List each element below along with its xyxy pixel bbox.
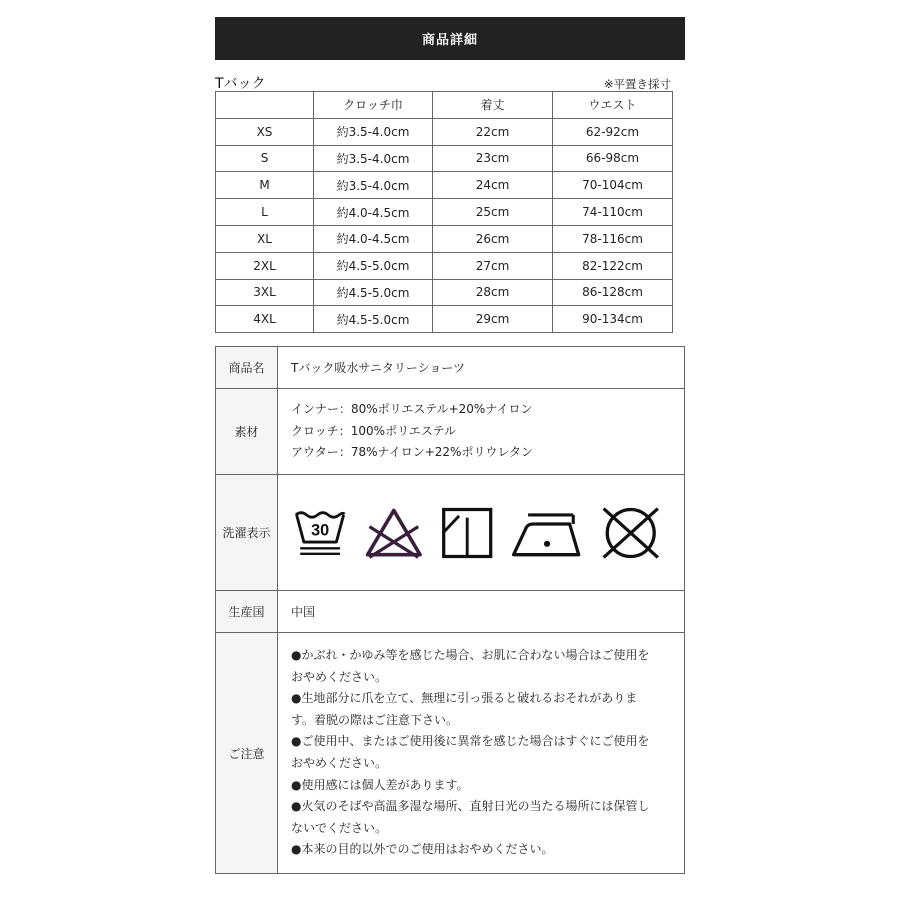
table-row: [216, 172, 673, 199]
size-chart-caption: Tバック: [215, 76, 266, 92]
waist-cell: 62-92cm: [553, 118, 673, 145]
column-header: ウエスト: [553, 92, 673, 119]
origin-row: [216, 591, 685, 633]
crotch-width-cell: 約4.0-4.5cm: [314, 225, 433, 252]
material-line: クロッチ：100%ポリエステル: [291, 423, 456, 438]
size-cell: M: [216, 172, 314, 199]
waist-cell: 90-134cm: [553, 306, 673, 333]
material-value: [278, 389, 685, 475]
no-bleach-icon: [364, 505, 424, 561]
product-name-row: [216, 347, 685, 389]
column-header: 着丈: [433, 92, 553, 119]
table-row: [216, 145, 673, 172]
note-line: ないでください。: [291, 820, 388, 835]
note-line: ●生地部分に爪を立て、無理に引っ張ると破れるおそれがありま: [291, 691, 638, 706]
waist-cell: 82-122cm: [553, 252, 673, 279]
material-row: [216, 389, 685, 475]
length-cell: 27cm: [433, 252, 553, 279]
column-header: クロッチ巾: [314, 92, 433, 119]
waist-cell: 86-128cm: [553, 279, 673, 306]
waist-cell: 74-110cm: [553, 199, 673, 226]
size-cell: L: [216, 199, 314, 226]
crotch-width-cell: 約3.5-4.0cm: [314, 145, 433, 172]
size-cell: 4XL: [216, 306, 314, 333]
care-label-row: [216, 475, 685, 591]
crotch-width-cell: 約4.5-5.0cm: [314, 306, 433, 333]
wash-temperature: 30: [311, 521, 330, 540]
length-cell: 23cm: [433, 145, 553, 172]
product-info-table: [215, 346, 685, 874]
crotch-width-cell: 約3.5-4.0cm: [314, 118, 433, 145]
note-line: ●本来の目的以外でのご使用はおやめください。: [291, 842, 554, 857]
table-row: [216, 279, 673, 306]
size-cell: 2XL: [216, 252, 314, 279]
material-line: インナー：80%ポリエステル+20%ナイロン: [291, 402, 533, 417]
table-row: [216, 118, 673, 145]
length-cell: 25cm: [433, 199, 553, 226]
column-header: [216, 92, 314, 119]
size-chart-table: [215, 91, 673, 333]
crotch-width-cell: 約4.5-5.0cm: [314, 279, 433, 306]
waist-cell: 78-116cm: [553, 225, 673, 252]
length-cell: 22cm: [433, 118, 553, 145]
crotch-width-cell: 約4.0-4.5cm: [314, 199, 433, 226]
size-chart-header-row: [216, 92, 673, 119]
material-label: 素材: [216, 389, 278, 475]
iron-low-icon: [510, 505, 582, 561]
origin-label: 生産国: [216, 591, 278, 633]
size-cell: XS: [216, 118, 314, 145]
waist-cell: 70-104cm: [553, 172, 673, 199]
table-row: [216, 225, 673, 252]
care-symbols: [278, 475, 685, 591]
care-label: 洗濯表示: [216, 475, 278, 591]
size-cell: XL: [216, 225, 314, 252]
crotch-width-cell: 約3.5-4.0cm: [314, 172, 433, 199]
table-row: [216, 252, 673, 279]
crotch-width-cell: 約4.5-5.0cm: [314, 252, 433, 279]
material-line: アウター：78%ナイロン+22%ポリウレタン: [291, 445, 533, 460]
note-line: ●かぶれ・かゆみ等を感じた場合、お肌に合わない場合はご使用を: [291, 648, 650, 663]
length-cell: 28cm: [433, 279, 553, 306]
product-name-label: 商品名: [216, 347, 278, 389]
length-cell: 24cm: [433, 172, 553, 199]
measurement-note: ※平置き採寸: [603, 77, 671, 91]
size-cell: S: [216, 145, 314, 172]
line-dry-shade-icon: [441, 504, 493, 562]
note-line: ●ご使用中、またはご使用後に異常を感じた場合はすぐにご使用を: [291, 734, 650, 749]
wash-30-gentle-icon: [293, 505, 347, 561]
table-row: [216, 199, 673, 226]
origin-value: 中国: [278, 591, 685, 633]
note-line: ●火気のそばや高温多湿な場所、直射日光の当たる場所には保管し: [291, 799, 650, 814]
note-line: おやめください。: [291, 669, 388, 684]
note-line: す。着脱の際はご注意下さい。: [291, 712, 459, 727]
length-cell: 29cm: [433, 306, 553, 333]
section-header: [215, 17, 685, 60]
notes-label: ご注意: [216, 633, 278, 874]
size-cell: 3XL: [216, 279, 314, 306]
length-cell: 26cm: [433, 225, 553, 252]
note-line: ●使用感には個人差があります。: [291, 777, 469, 792]
table-row: [216, 306, 673, 333]
product-name-value: Tバック吸水サニタリーショーツ: [278, 347, 685, 389]
no-dry-clean-icon: [600, 503, 661, 563]
waist-cell: 66-98cm: [553, 145, 673, 172]
notes-value: [278, 633, 685, 874]
notes-row: [216, 633, 685, 874]
note-line: おやめください。: [291, 756, 388, 770]
section-title: 商品詳細: [421, 33, 478, 48]
